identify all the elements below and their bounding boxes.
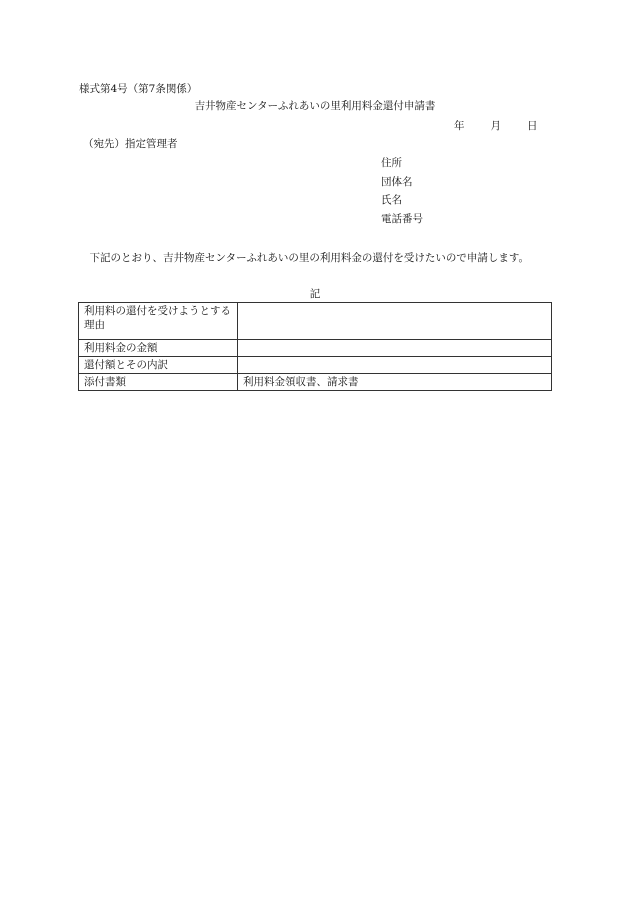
row-label-refund-breakdown: 還付額とその内訳 — [79, 357, 238, 374]
applicant-address-label: 住所 — [381, 157, 402, 169]
row-value-reason[interactable] — [238, 303, 552, 340]
row-value-amount[interactable] — [238, 340, 552, 357]
refund-details-table — [78, 302, 552, 391]
row-label-attachments: 添付書類 — [79, 374, 238, 391]
ki-heading: 記 — [309, 288, 321, 300]
date-month-label: 月 — [490, 120, 501, 132]
date-year-label: 年 — [454, 120, 465, 132]
document-title: 吉井物産センターふれあいの里利用料金還付申請書 — [194, 100, 436, 112]
row-value-refund-breakdown[interactable] — [238, 357, 552, 374]
table-row — [79, 357, 552, 374]
table-row — [79, 374, 552, 391]
addressee: （宛先）指定管理者 — [83, 138, 178, 150]
date-day-label: 日 — [527, 120, 538, 132]
applicant-group-label: 団体名 — [381, 176, 413, 188]
table-row — [79, 303, 552, 340]
form-number: 様式第4号（第7条関係） — [79, 83, 198, 95]
row-value-attachments: 利用料金領収書、請求書 — [238, 374, 552, 391]
body-text: 下記のとおり、吉井物産センターふれあいの里の利用料金の還付を受けたいので申請します。 — [89, 252, 530, 264]
row-label-reason: 利用料の還付を受けようとする理由 — [79, 303, 238, 340]
applicant-phone-label: 電話番号 — [381, 213, 423, 225]
table-row — [79, 340, 552, 357]
row-label-amount: 利用料金の金額 — [79, 340, 238, 357]
applicant-name-label: 氏名 — [381, 194, 402, 206]
date-line — [454, 121, 538, 132]
